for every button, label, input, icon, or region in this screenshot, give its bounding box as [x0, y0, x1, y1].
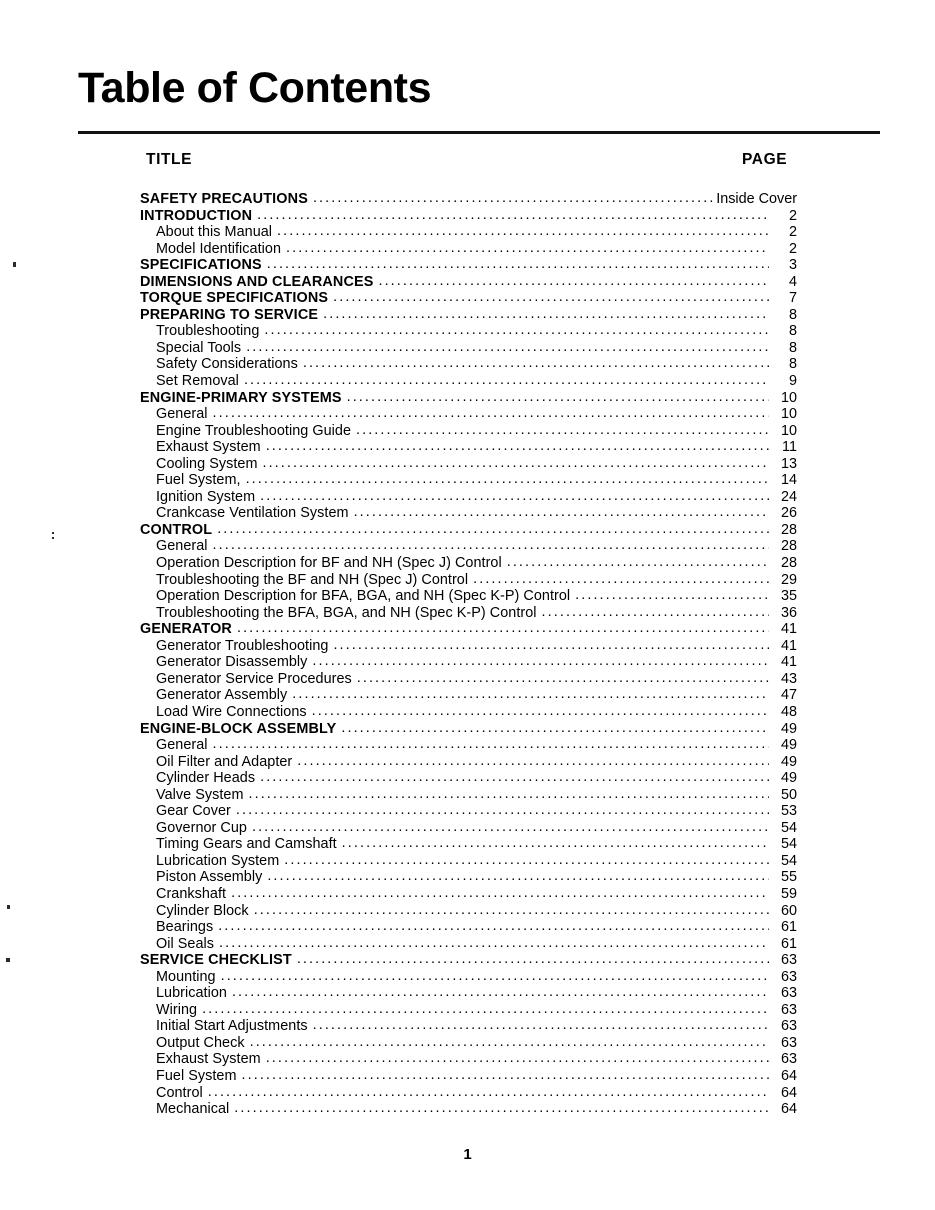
toc-entry-page: 64	[780, 1067, 797, 1084]
toc-entry-page: 4	[788, 273, 797, 290]
toc-entry-label: Generator Service Procedures	[156, 670, 352, 687]
toc-entry-page: 9	[788, 373, 797, 390]
toc-entry[interactable]	[140, 191, 797, 208]
toc-entry[interactable]	[140, 373, 797, 390]
toc-entry-label: General	[156, 406, 208, 423]
toc-entry-label: Troubleshooting the BF and NH (Spec J) Control	[156, 571, 469, 588]
toc-leader-dots	[313, 191, 714, 207]
toc-entry-label: Wiring	[156, 1001, 198, 1018]
toc-entry[interactable]	[140, 787, 797, 804]
toc-entry[interactable]	[140, 704, 797, 721]
toc-leader-dots	[284, 853, 769, 869]
toc-leader-dots	[254, 903, 769, 919]
toc-leader-dots	[303, 356, 769, 372]
toc-entry-label: Control	[156, 1084, 203, 1101]
toc-entry[interactable]	[140, 439, 797, 456]
toc-entry[interactable]	[140, 572, 797, 589]
toc-entry-label: Generator Assembly	[156, 687, 288, 704]
toc-entry[interactable]	[140, 638, 797, 655]
toc-entry[interactable]	[140, 456, 797, 473]
toc-leader-dots	[257, 208, 769, 224]
toc-entry[interactable]	[140, 621, 797, 638]
toc-entry-label: Oil Filter and Adapter	[156, 753, 293, 770]
toc-leader-dots	[297, 754, 769, 770]
toc-leader-dots	[333, 290, 769, 306]
toc-entry-label: Fuel System,	[156, 472, 241, 489]
scan-speck	[52, 537, 54, 539]
toc-entry-page: 50	[780, 786, 797, 803]
toc-entry[interactable]	[140, 356, 797, 373]
toc-entry[interactable]	[140, 654, 797, 671]
toc-leader-dots	[333, 638, 769, 654]
toc-leader-dots	[246, 340, 769, 356]
toc-entry-page: 48	[780, 703, 797, 720]
toc-leader-dots	[262, 456, 769, 472]
toc-entry-label: Cylinder Heads	[156, 770, 256, 787]
toc-entry-page: 63	[780, 1051, 797, 1068]
toc-entry-page: 24	[780, 488, 797, 505]
toc-entry-page: 49	[780, 737, 797, 754]
toc-entry-label: Safety Considerations	[156, 356, 298, 373]
toc-entry-label: Crankshaft	[156, 885, 227, 902]
toc-entry-label: Operation Description for BF and NH (Spec J) Control	[156, 555, 502, 572]
toc-entry[interactable]	[140, 754, 797, 771]
toc-entry-page: 43	[780, 670, 797, 687]
toc-entry-page: 53	[780, 803, 797, 820]
toc-leader-dots	[219, 936, 769, 952]
toc-entry[interactable]	[140, 323, 797, 340]
toc-entry-label: Engine Troubleshooting Guide	[156, 422, 352, 439]
toc-leader-dots	[312, 654, 769, 670]
toc-leader-dots	[378, 274, 769, 290]
toc-entry-label: SAFETY PRECAUTIONS	[140, 191, 308, 207]
toc-entry-page: 59	[780, 885, 797, 902]
toc-entry-page: 3	[788, 257, 797, 274]
toc-leader-dots	[356, 423, 769, 439]
toc-leader-dots	[236, 803, 769, 819]
toc-leader-dots	[237, 621, 769, 637]
toc-leader-dots	[213, 538, 769, 554]
toc-entry-page: 2	[788, 224, 797, 241]
toc-entry-label: Timing Gears and Camshaft	[156, 836, 337, 853]
toc-entry[interactable]	[140, 505, 797, 522]
toc-leader-dots	[312, 704, 769, 720]
toc-leader-dots	[234, 1101, 769, 1117]
toc-entry[interactable]	[140, 985, 797, 1002]
toc-entry-label: ENGINE-PRIMARY SYSTEMS	[140, 389, 342, 406]
toc-entry-page: 36	[780, 604, 797, 621]
toc-entry-label: Initial Start Adjustments	[156, 1018, 308, 1035]
toc-leader-dots	[208, 1085, 769, 1101]
toc-entry[interactable]	[140, 1035, 797, 1052]
toc-entry[interactable]	[140, 423, 797, 440]
toc-entry-page: 8	[788, 306, 797, 323]
scan-speck	[52, 532, 54, 534]
toc-entry-page: 8	[788, 339, 797, 356]
toc-entry[interactable]	[140, 903, 797, 920]
toc-entry-page: 63	[780, 1034, 797, 1051]
toc-entry[interactable]	[140, 770, 797, 787]
toc-leader-dots	[313, 1018, 769, 1034]
toc-entry-label: Crankcase Ventilation System	[156, 505, 349, 522]
toc-entry-label: About this Manual	[156, 224, 273, 241]
toc-entry[interactable]	[140, 671, 797, 688]
toc-entry-page: 64	[780, 1101, 797, 1118]
toc-leader-dots	[473, 572, 769, 588]
toc-entry-label: INTRODUCTION	[140, 207, 253, 224]
toc-leader-dots	[264, 323, 769, 339]
toc-entry-page: 10	[780, 389, 797, 406]
toc-entry[interactable]	[140, 1018, 797, 1035]
toc-entry[interactable]	[140, 472, 797, 489]
toc-entry-page: 13	[780, 455, 797, 472]
toc-entry[interactable]	[140, 687, 797, 704]
toc-leader-dots	[286, 241, 769, 257]
toc-entry-label: General	[156, 538, 208, 555]
toc-leader-dots	[357, 671, 769, 687]
toc-entry-page: 61	[780, 919, 797, 936]
toc-entry-page: 60	[780, 902, 797, 919]
scan-speck	[13, 262, 16, 267]
column-header-page: PAGE	[742, 151, 788, 168]
toc-entry-page: 41	[780, 637, 797, 654]
toc-entry[interactable]	[140, 853, 797, 870]
toc-leader-dots	[260, 489, 769, 505]
page-folio: 1	[463, 1146, 472, 1163]
toc-leader-dots	[277, 224, 769, 240]
toc-entry-label: GENERATOR	[140, 621, 232, 638]
toc-entry[interactable]	[140, 390, 797, 407]
toc-entry-page: 10	[780, 422, 797, 439]
toc-leader-dots	[292, 687, 769, 703]
toc-entry-page: 35	[780, 588, 797, 605]
toc-entry-label: Output Check	[156, 1034, 245, 1051]
toc-entry-page: 55	[780, 869, 797, 886]
toc-entry-label: Set Removal	[156, 373, 239, 390]
toc-entry[interactable]	[140, 241, 797, 258]
toc-leader-dots	[213, 406, 769, 422]
toc-leader-dots	[266, 1051, 769, 1067]
toc-entry[interactable]	[140, 721, 797, 738]
toc-leader-dots	[507, 555, 769, 571]
toc-entry-label: Exhaust System	[156, 439, 261, 456]
toc-leader-dots	[218, 919, 769, 935]
toc-entry[interactable]	[140, 522, 797, 539]
toc-entry-label: Oil Seals	[156, 935, 215, 952]
toc-leader-dots	[213, 737, 769, 753]
toc-entry-label: Special Tools	[156, 339, 242, 356]
toc-entry-label: General	[156, 737, 208, 754]
toc-entry-page: 41	[780, 621, 797, 638]
toc-leader-dots	[347, 390, 769, 406]
toc-leader-dots	[342, 836, 769, 852]
toc-entry-label: Load Wire Connections	[156, 703, 307, 720]
toc-leader-dots	[267, 257, 769, 273]
toc-entry[interactable]	[140, 257, 797, 274]
page-title: Table of Contents	[78, 64, 432, 112]
toc-entry[interactable]	[140, 208, 797, 225]
toc-entry[interactable]	[140, 836, 797, 853]
toc-entry[interactable]	[140, 952, 797, 969]
toc-entry-page: 8	[788, 323, 797, 340]
toc-entry[interactable]	[140, 340, 797, 357]
toc-entry[interactable]	[140, 224, 797, 241]
toc-entry-label: Piston Assembly	[156, 869, 263, 886]
toc-entry-label: Cooling System	[156, 455, 258, 472]
toc-entry[interactable]	[140, 1068, 797, 1085]
toc-leader-dots	[217, 522, 769, 538]
toc-leader-dots	[232, 985, 769, 1001]
toc-entry-page: 28	[780, 538, 797, 555]
toc-leader-dots	[242, 1068, 769, 1084]
toc-entry[interactable]	[140, 290, 797, 307]
toc-entry[interactable]	[140, 307, 797, 324]
toc-leader-dots	[244, 373, 769, 389]
scan-speck	[6, 958, 10, 962]
toc-entry-page: 49	[780, 720, 797, 737]
toc-entry[interactable]	[140, 588, 797, 605]
toc-entry[interactable]	[140, 869, 797, 886]
toc-entry-label: ENGINE-BLOCK ASSEMBLY	[140, 720, 337, 737]
toc-entry-page: 64	[780, 1084, 797, 1101]
toc-entry-page: 2	[788, 240, 797, 257]
toc-entry-label: PREPARING TO SERVICE	[140, 306, 319, 323]
toc-leader-dots	[542, 605, 769, 621]
toc-entry-page: 10	[780, 406, 797, 423]
toc-leader-dots	[266, 439, 769, 455]
toc-entry[interactable]	[140, 919, 797, 936]
toc-entry-page: 11	[782, 439, 797, 456]
toc-entry-page: 2	[788, 207, 797, 224]
toc-entry-page: 26	[780, 505, 797, 522]
toc-entry[interactable]	[140, 1101, 797, 1118]
toc-entry-label: Mechanical	[156, 1101, 230, 1118]
toc-entry-label: Bearings	[156, 919, 214, 936]
toc-leader-dots	[260, 770, 769, 786]
toc-entry-page: 54	[780, 836, 797, 853]
toc-entry-page: 28	[780, 555, 797, 572]
toc-leader-dots	[231, 886, 769, 902]
toc-entry[interactable]	[140, 820, 797, 837]
toc-entry-page: 63	[780, 968, 797, 985]
toc-leader-dots	[252, 820, 769, 836]
toc-entry-page: 14	[780, 472, 797, 489]
toc-entry[interactable]	[140, 936, 797, 953]
toc-entry-label: Mounting	[156, 968, 216, 985]
toc-entry-label: Exhaust System	[156, 1051, 261, 1068]
toc-entry-page: 63	[780, 985, 797, 1002]
toc-entry-page: 63	[780, 1001, 797, 1018]
toc-entry-page: 47	[780, 687, 797, 704]
scan-speck	[7, 905, 10, 909]
toc-entry-page: 63	[780, 1018, 797, 1035]
toc-entry-label: CONTROL	[140, 521, 213, 538]
toc-entry[interactable]	[140, 737, 797, 754]
toc-entry-page: 61	[780, 935, 797, 952]
table-of-contents-list	[140, 191, 797, 1118]
toc-leader-dots	[249, 787, 769, 803]
toc-entry-label: Gear Cover	[156, 803, 231, 820]
toc-entry-page: 41	[780, 654, 797, 671]
toc-entry-page: 29	[780, 571, 797, 588]
toc-entry[interactable]	[140, 886, 797, 903]
toc-leader-dots	[341, 721, 769, 737]
toc-entry[interactable]	[140, 1002, 797, 1019]
toc-entry-label: Ignition System	[156, 488, 256, 505]
toc-entry-page: 54	[780, 819, 797, 836]
toc-entry[interactable]	[140, 489, 797, 506]
toc-entry-label: SPECIFICATIONS	[140, 257, 262, 274]
toc-entry[interactable]	[140, 274, 797, 291]
toc-leader-dots	[323, 307, 769, 323]
toc-entry-page: 7	[788, 290, 797, 307]
toc-entry-page: 54	[780, 852, 797, 869]
toc-entry-page: 63	[780, 952, 797, 969]
toc-entry-label: Lubrication System	[156, 852, 280, 869]
toc-entry-label: SERVICE CHECKLIST	[140, 952, 292, 969]
toc-leader-dots	[267, 869, 769, 885]
toc-entry-label: Fuel System	[156, 1067, 237, 1084]
toc-entry[interactable]	[140, 605, 797, 622]
toc-leader-dots	[221, 969, 769, 985]
toc-leader-dots	[202, 1002, 769, 1018]
toc-entry-page: 8	[788, 356, 797, 373]
title-divider	[78, 131, 880, 134]
toc-entry-page: 49	[780, 770, 797, 787]
toc-entry[interactable]	[140, 555, 797, 572]
toc-entry-page: 28	[780, 521, 797, 538]
toc-entry-label: Generator Troubleshooting	[156, 637, 329, 654]
toc-entry[interactable]	[140, 803, 797, 820]
toc-entry[interactable]	[140, 1051, 797, 1068]
toc-leader-dots	[354, 505, 769, 521]
toc-leader-dots	[297, 952, 769, 968]
toc-entry[interactable]	[140, 969, 797, 986]
toc-entry-label: Troubleshooting	[156, 323, 260, 340]
toc-entry-label: Generator Disassembly	[156, 654, 308, 671]
toc-entry-label: Operation Description for BFA, BGA, and NH (Spec K-P) Control	[156, 588, 571, 605]
toc-entry-label: TORQUE SPECIFICATIONS	[140, 290, 329, 307]
toc-entry-label: Model Identification	[156, 240, 281, 257]
toc-entry-page: 49	[780, 753, 797, 770]
column-header-title: TITLE	[146, 151, 193, 168]
toc-entry[interactable]	[140, 538, 797, 555]
toc-leader-dots	[575, 588, 769, 604]
toc-entry-label: Valve System	[156, 786, 244, 803]
toc-entry-label: Cylinder Block	[156, 902, 249, 919]
toc-entry-label: Governor Cup	[156, 819, 247, 836]
toc-leader-dots	[250, 1035, 769, 1051]
toc-entry-label: Lubrication	[156, 985, 227, 1002]
toc-entry[interactable]	[140, 1085, 797, 1102]
toc-entry-page: Inside Cover	[716, 191, 797, 207]
toc-leader-dots	[246, 472, 769, 488]
toc-entry[interactable]	[140, 406, 797, 423]
toc-entry-label: Troubleshooting the BFA, BGA, and NH (Spec K-P) Control	[156, 604, 537, 621]
toc-entry-label: DIMENSIONS AND CLEARANCES	[140, 273, 374, 290]
